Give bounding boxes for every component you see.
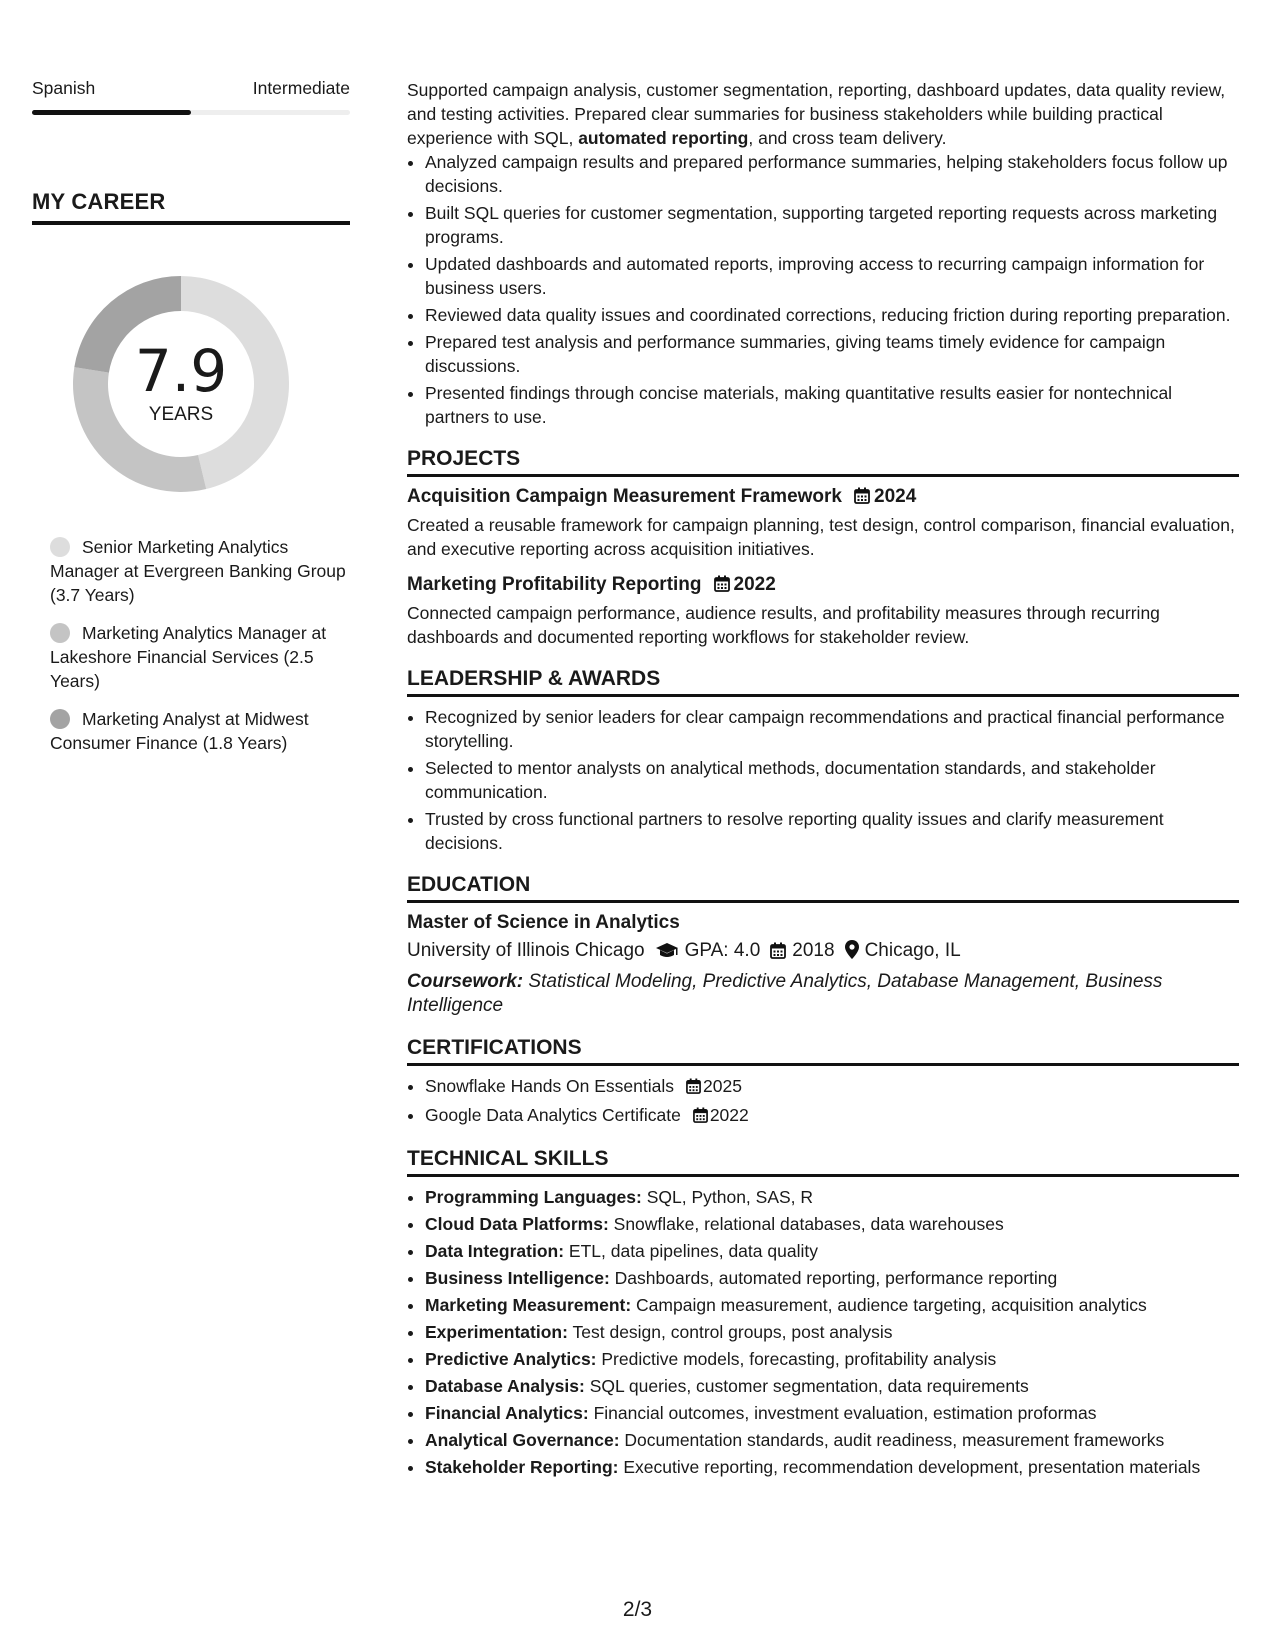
career-role-text: Marketing Analyst at Midwest Consumer Finance (1.8 Years) — [50, 709, 309, 753]
project-name: Acquisition Campaign Measurement Framework — [407, 486, 842, 507]
skill-label: Marketing Measurement: — [425, 1295, 632, 1315]
education-details — [407, 939, 1239, 966]
skill-item — [425, 1347, 1239, 1371]
calendar-icon — [693, 1105, 708, 1129]
skill-value: Snowflake, relational databases, data warehouses — [608, 1214, 1004, 1234]
location-pin-icon — [845, 940, 859, 966]
certification-item — [425, 1103, 1239, 1129]
skill-label: Cloud Data Platforms: — [425, 1214, 609, 1234]
language-proficiency-bar — [32, 110, 350, 115]
calendar-icon — [686, 1076, 701, 1100]
graduation-cap-icon — [655, 942, 679, 966]
skill-item — [425, 1239, 1239, 1263]
education-heading: EDUCATION — [407, 873, 1239, 903]
skills-heading: TECHNICAL SKILLS — [407, 1147, 1239, 1177]
project-title — [407, 485, 1239, 511]
project-year: 2022 — [733, 574, 776, 595]
skill-label: Financial Analytics: — [425, 1403, 589, 1423]
career-legend-item — [50, 621, 350, 693]
experience-bullet: • Analyzed campaign results and prepared performance summaries, helping stakeholders focus follow up decisions. — [425, 150, 1239, 198]
degree-title: Master of Science in Analytics — [407, 912, 680, 933]
skill-label: Analytical Governance: — [425, 1430, 620, 1450]
coursework — [407, 970, 1239, 1018]
skill-label: Stakeholder Reporting: — [425, 1457, 619, 1477]
career-role-text: Senior Marketing Analytics Manager at Evergreen Banking Group (3.7 Years) — [50, 537, 346, 605]
certification-year: 2022 — [709, 1105, 749, 1125]
language-name: Spanish — [32, 78, 96, 98]
skill-value: Campaign measurement, audience targeting, acquisition analytics — [631, 1295, 1147, 1315]
career-total-years: 7.9 — [134, 337, 228, 405]
education-location: Chicago, IL — [864, 940, 961, 961]
skill-item — [425, 1428, 1239, 1452]
calendar-icon — [854, 487, 870, 511]
skill-item — [425, 1266, 1239, 1290]
skill-item — [425, 1185, 1239, 1209]
right-column — [407, 78, 1239, 1482]
left-column — [32, 78, 350, 769]
experience-bullet: • Built SQL queries for customer segmentation, supporting targeted reporting requests across marketing programs. — [425, 201, 1239, 249]
certification-item — [425, 1074, 1239, 1100]
project-title — [407, 573, 1239, 599]
skill-label: Experimentation: — [425, 1322, 568, 1342]
legend-dot-icon — [50, 709, 70, 729]
calendar-icon — [714, 575, 730, 599]
language-row — [32, 78, 350, 100]
certifications-heading: CERTIFICATIONS — [407, 1036, 1239, 1066]
career-legend — [50, 535, 350, 755]
experience-bullet: • Updated dashboards and automated reports, improving access to recurring campaign information for business users. — [425, 252, 1239, 300]
language-proficiency-fill — [32, 110, 191, 115]
legend-dot-icon — [50, 537, 70, 557]
skill-label: Data Integration: — [425, 1241, 565, 1261]
summary-text-end: , and cross team delivery. — [748, 128, 947, 148]
career-role-text: Marketing Analytics Manager at Lakeshore Financial Services (2.5 Years) — [50, 623, 327, 691]
coursework-list: Statistical Modeling, Predictive Analytics, Database Management, Business Intelligence — [407, 971, 1163, 1016]
leadership-bullet: • Recognized by senior leaders for clear campaign recommendations and practical financial performance storytelling. — [425, 705, 1239, 753]
leadership-bullet: • Selected to mentor analysts on analytical methods, documentation standards, and stakeholder communication. — [425, 756, 1239, 804]
skill-label: Database Analysis: — [425, 1376, 585, 1396]
skill-item — [425, 1374, 1239, 1398]
leadership-bullets — [407, 705, 1239, 855]
skill-item — [425, 1401, 1239, 1425]
career-legend-item — [50, 707, 350, 755]
certification-name: Snowflake Hands On Essentials — [425, 1076, 675, 1096]
calendar-icon — [770, 942, 786, 966]
skill-value: SQL, Python, SAS, R — [641, 1187, 814, 1207]
gpa: GPA: 4.0 — [684, 940, 761, 961]
leadership-heading: LEADERSHIP & AWARDS — [407, 667, 1239, 697]
skills-list — [407, 1185, 1239, 1479]
project-name: Marketing Profitability Reporting — [407, 574, 702, 595]
project-description: Connected campaign performance, audience results, and profitability measures through recurring dashboards and documented reporting workflows for stakeholder review. — [407, 603, 1160, 647]
project-description: Created a reusable framework for campaign planning, test design, control comparison, financial evaluation, and executive reporting across acquisition initiatives. — [407, 515, 1235, 559]
graduation-year: 2018 — [792, 940, 835, 961]
career-legend-item — [50, 535, 350, 607]
legend-dot-icon — [50, 623, 70, 643]
skill-item — [425, 1320, 1239, 1344]
skill-item — [425, 1293, 1239, 1317]
page-number: 2/3 — [622, 1598, 653, 1621]
summary-bold: automated reporting — [578, 128, 749, 148]
skill-value: Executive reporting, recommendation development, presentation materials — [618, 1457, 1201, 1477]
skill-value: Financial outcomes, investment evaluation, estimation proformas — [588, 1403, 1097, 1423]
coursework-label: Coursework: — [407, 971, 524, 992]
skill-item — [425, 1455, 1239, 1479]
skill-label: Predictive Analytics: — [425, 1349, 597, 1369]
career-donut-chart — [66, 269, 296, 499]
skill-value: Test design, control groups, post analysis — [567, 1322, 893, 1342]
projects-heading: PROJECTS — [407, 447, 1239, 477]
language-level: Intermediate — [252, 78, 350, 98]
experience-bullets — [407, 150, 1239, 429]
certification-name: Google Data Analytics Certificate — [425, 1105, 681, 1125]
career-years-unit: YEARS — [148, 404, 214, 425]
certification-year: 2025 — [703, 1076, 742, 1096]
skill-value: Predictive models, forecasting, profitability analysis — [596, 1349, 997, 1369]
donut-center — [66, 269, 296, 499]
skill-value: Dashboards, automated reporting, performance reporting — [609, 1268, 1058, 1288]
skill-value: ETL, data pipelines, data quality — [564, 1241, 818, 1261]
experience-bullet: • Prepared test analysis and performance summaries, giving teams timely evidence for campaign discussions. — [425, 330, 1239, 378]
career-heading: MY CAREER — [32, 189, 350, 225]
certifications-list — [407, 1074, 1239, 1129]
leadership-bullet: • Trusted by cross functional partners to resolve reporting quality issues and clarify measurement decisions. — [425, 807, 1239, 855]
experience-bullet: • Reviewed data quality issues and coordinated corrections, reducing friction during reporting preparation. — [425, 303, 1239, 327]
skill-value: SQL queries, customer segmentation, data requirements — [584, 1376, 1029, 1396]
summary-text: Supported campaign analysis, customer segmentation, reporting, dashboard updates, data quality review, and testing activities. Prepared clear summaries for business stakeholders while building practical experience with SQL, — [407, 80, 1226, 148]
skill-value: Documentation standards, audit readiness, measurement frameworks — [619, 1430, 1165, 1450]
project-year: 2024 — [874, 486, 917, 507]
experience-summary — [407, 78, 1239, 150]
skill-label: Business Intelligence: — [425, 1268, 610, 1288]
experience-bullet: • Presented findings through concise materials, making quantitative results easier for nontechnical partners to use. — [425, 381, 1239, 429]
skill-item — [425, 1212, 1239, 1236]
school-name: University of Illinois Chicago — [407, 940, 645, 961]
skill-label: Programming Languages: — [425, 1187, 642, 1207]
